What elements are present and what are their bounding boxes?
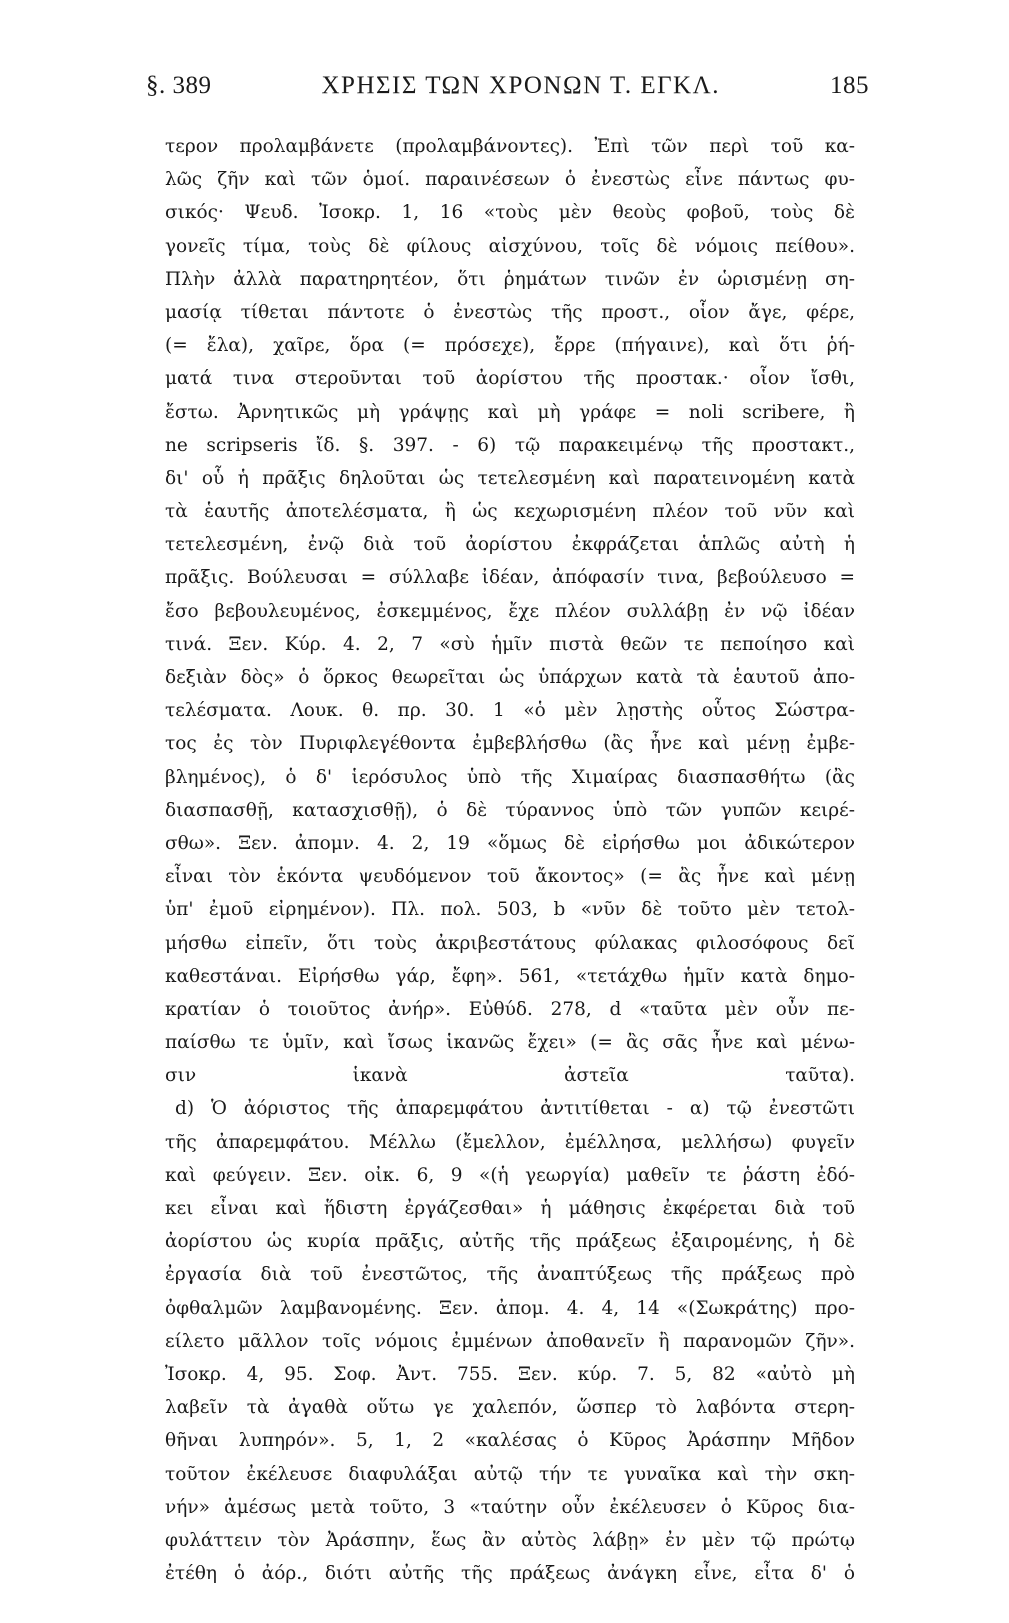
text-line: Πλὴν ἀλλὰ παρατηρητέον, ὅτι ῥημάτων τινῶν ἐν ὡρισμένῃ ση- (165, 268, 855, 290)
text-line: τετελεσμένη, ἐνῷ διὰ τοῦ ἀορίστου ἐκφράζεται ἁπλῶς αὐτὴ ἡ (165, 534, 855, 556)
text-line: μασίᾳ τίθεται πάντοτε ὁ ἐνεστὼς τῆς προστ., οἷον ἄγε, φέρε, (165, 301, 855, 323)
text-line: δεξιὰν δὸς» ὁ ὅρκος θεωρεῖται ὡς ὑπάρχων κατὰ τὰ ἑαυτοῦ ἀπο- (165, 667, 855, 688)
text-line: ne scripseris ἴδ. §. 397. - 6) τῷ παρακειμένῳ τῆς προστακτ., (165, 434, 855, 456)
text-line: τερον προλαμβάνετε (προλαμβάνοντες). Ἐπὶ τῶν περὶ τοῦ κα- (165, 136, 855, 157)
text-line: τινά. Ξεν. Κύρ. 4. 2, 7 «σὺ ἡμῖν πιστὰ θεῶν τε πεποίησο καὶ (165, 633, 855, 655)
text-line: θῆναι λυπηρόν». 5, 1, 2 «καλέσας ὁ Κῦρος Ἀράσπην Μῆδον (165, 1430, 855, 1452)
text-line: φυλάττειν τὸν Ἀράσπην, ἕως ἂν αὐτὸς λάβῃ» ἐν μὲν τῷ πρώτῳ (165, 1529, 855, 1551)
text-line: βλημένος), ὁ δ' ἱερόσυλος ὑπὸ τῆς Χιμαίρας διασπασθήτω (ἂς (165, 766, 855, 788)
body-text (165, 130, 855, 1623)
text-line: ἔστω. Ἀρνητικῶς μὴ γράψῃς καὶ μὴ γράφε = noli scribere, ἢ (165, 401, 855, 423)
text-line: εἶναι τὸν ἑκόντα ψευδόμενον τοῦ ἄκοντος» (= ἂς ἦνε καὶ μένῃ (165, 866, 855, 888)
text-line: καθεστάναι. Εἰρήσθω γάρ, ἔφη». 561, «τετάχθω ἡμῖν κατὰ δημο- (165, 965, 855, 987)
section-number: §. 389 (146, 72, 212, 99)
text-line: ἔσο βεβουλευμένος, ἐσκεμμένος, ἔχε πλέον συλλάβῃ ἐν νῷ ἰδέαν (165, 600, 855, 622)
text-line: καὶ φεύγειν. Ξεν. οἰκ. 6, 9 «(ἡ γεωργία) μαθεῖν τε ῥάστη ἐδό- (165, 1164, 855, 1186)
text-line: ἀορίστου ὡς κυρία πρᾶξις, αὐτῆς τῆς πράξεως ἐξαιρομένης, ἡ δὲ (165, 1231, 855, 1253)
text-line (165, 1590, 855, 1623)
text-line: παίσθω τε ὑμῖν, καὶ ἴσως ἱκανῶς ἔχει» (= ἂς σᾶς ἦνε καὶ μένω- (165, 1032, 855, 1054)
text-line: (= ἔλα), χαῖρε, ὅρα (= πρόσεχε), ἔρρε (πήγαινε), καὶ ὅτι ῥή- (165, 335, 855, 357)
text-line: ἐργασία διὰ τοῦ ἐνεστῶτος, τῆς ἀναπτύξεως τῆς πράξεως πρὸ (165, 1264, 855, 1286)
text-line: κρατίαν ὁ τοιοῦτος ἀνήρ». Εὐθύδ. 278, d «ταῦτα μὲν οὖν πε- (165, 998, 855, 1020)
text-line: τὰ ἑαυτῆς ἀποτελέσματα, ἢ ὡς κεχωρισμένη πλέον τοῦ νῦν καὶ (165, 501, 855, 523)
text-line: λῶς ζῆν καὶ τῶν ὁμοί. παραινέσεων ὁ ἐνεστὼς εἶνε πάντως φυ- (165, 169, 855, 191)
text-line: Ἰσοκρ. 4, 95. Σοφ. Ἀντ. 755. Ξεν. κύρ. 7. 5, 82 «αὐτὸ μὴ (165, 1363, 855, 1385)
text-line: τοῦτον ἐκέλευσε διαφυλάξαι αὐτῷ τήν τε γυναῖκα καὶ τὴν σκη- (165, 1463, 855, 1485)
text-line: νήν» ἀμέσως μετὰ τοῦτο, 3 «ταύτην οὖν ἐκέλευσεν ὁ Κῦρος δια- (165, 1496, 855, 1518)
text-line: πρᾶξις. Βούλευσαι = σύλλαβε ἰδέαν, ἀπόφασίν τινα, βεβούλευσο = (165, 567, 855, 589)
text-line: ματά τινα στεροῦνται τοῦ ἀορίστου τῆς προστακ.· οἷον ἴσθι, (165, 368, 855, 390)
text-line: κει εἶναι καὶ ἥδιστη ἐργάζεσθαι» ἡ μάθησις ἐκφέρεται διὰ τοῦ (165, 1198, 855, 1219)
text-line: τος ἐς τὸν Πυριφλεγέθοντα ἐμβεβλήσθω (ἂς ἦνε καὶ μένῃ ἐμβε- (165, 733, 855, 755)
text-line: σιν ἱκανὰ ἀστεῖα ταῦτα). (165, 1065, 855, 1087)
text-line: γονεῖς τίμα, τοὺς δὲ φίλους αἰσχύνου, τοῖς δὲ νόμοις πείθου». (165, 235, 855, 257)
running-title: ΧΡΗΣΙΣ ΤΩΝ ΧΡΟΝΩΝ Τ. ΕΓΚΛ. (321, 72, 720, 99)
text-line: ἐτέθη ὁ ἀόρ., διότι αὐτῆς τῆς πράξεως ἀνάγκη εἶνε, εἶτα δ' ὁ (165, 1563, 855, 1585)
text-line: δι' οὗ ἡ πρᾶξις δηλοῦται ὡς τετελεσμένη καὶ παρατεινομένη κατὰ (165, 467, 855, 489)
text-line: ὀφθαλμῶν λαμβανομένης. Ξεν. ἀπομ. 4. 4, 14 «(Σωκράτης) προ- (165, 1297, 855, 1319)
text-line: διασπασθῇ, κατασχισθῇ), ὁ δὲ τύραννος ὑπὸ τῶν γυπῶν κειρέ- (165, 799, 855, 821)
text-line: μήσθω εἰπεῖν, ὅτι τοὺς ἀκριβεστάτους φύλακας φιλοσόφους δεῖ (165, 932, 855, 954)
text-line: είλετο μᾶλλον τοῖς νόμοις ἐμμένων ἀποθανεῖν ἢ παρανομῶν ζῆν». (165, 1330, 855, 1352)
text-line: σθω». Ξεν. ἀπομν. 4. 2, 19 «ὅμως δὲ εἰρήσθω μοι ἀδικώτερον (165, 832, 855, 854)
text-line: τελέσματα. Λουκ. θ. πρ. 30. 1 «ὁ μὲν λῃστὴς οὗτος Σώστρα- (165, 700, 855, 722)
text-line: λαβεῖν τὰ ἀγαθὰ οὕτω γε χαλεπόν, ὥσπερ τὸ λαβόντα στερη- (165, 1397, 855, 1419)
text-line: ὑπ' ἐμοῦ εἰρημένον). Πλ. πολ. 503, b «νῦν δὲ τοῦτο μὲν τετολ- (165, 899, 855, 921)
page-number: 185 (829, 72, 869, 99)
running-header (146, 72, 869, 108)
text-line: d) Ὁ ἀόριστος τῆς ἀπαρεμφάτου ἀντιτίθεται - α) τῷ ἐνεστῶτι (175, 1098, 855, 1120)
text-line: σικός· Ψευδ. Ἰσοκρ. 1, 16 «τοὺς μὲν θεοὺς φοβοῦ, τοὺς δὲ (165, 202, 855, 224)
text-line: τῆς ἀπαρεμφάτου. Μέλλω (ἔμελλον, ἐμέλλησα, μελλήσω) φυγεῖν (165, 1131, 855, 1153)
